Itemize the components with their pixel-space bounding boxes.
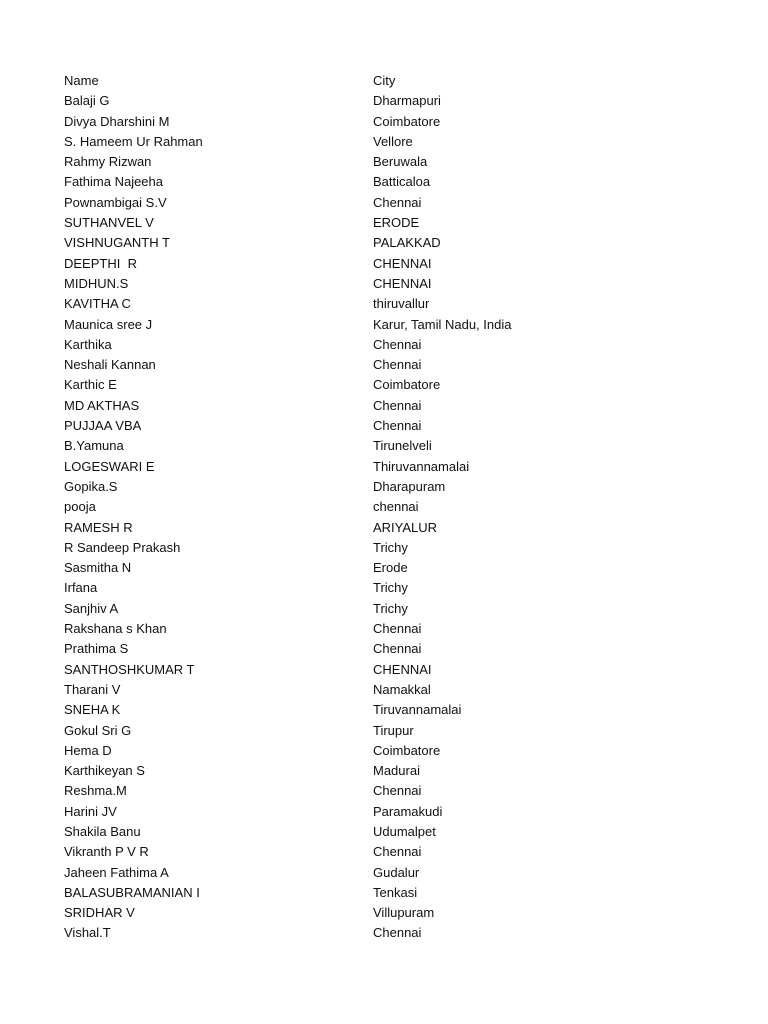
table-row (64, 660, 684, 680)
table-row (64, 375, 684, 395)
table-row (64, 578, 684, 598)
table-row (64, 396, 684, 416)
city-cell: CHENNAI (373, 661, 432, 677)
city-cell: PALAKKAD (373, 235, 441, 251)
table-row (64, 923, 684, 943)
city-cell: Erode (373, 560, 408, 576)
table-row (64, 416, 684, 436)
table-row (64, 842, 684, 862)
table-row (64, 619, 684, 639)
table-row (64, 213, 684, 233)
table-row (64, 721, 684, 741)
name-cell: Tharani V (64, 681, 121, 697)
name-cell: Pownambigai S.V (64, 194, 167, 210)
city-cell: Trichy (373, 580, 408, 596)
name-cell: VISHNUGANTH T (64, 235, 170, 251)
city-cell: Udumalpet (373, 823, 436, 839)
name-cell: Sasmitha N (64, 560, 132, 576)
city-cell: Coimbatore (373, 113, 441, 129)
table-row (64, 233, 684, 253)
name-cell: SNEHA K (64, 702, 121, 718)
name-cell: B.Yamuna (64, 438, 124, 454)
table-row (64, 700, 684, 720)
name-cell: Karthika (64, 336, 112, 352)
name-cell: Neshali Kannan (64, 357, 156, 373)
table-body (64, 91, 684, 943)
name-cell: Divya Dharshini M (64, 113, 170, 129)
city-cell: Chennai (373, 194, 422, 210)
name-cell: Fathima Najeeha (64, 174, 163, 190)
city-cell: Chennai (373, 783, 422, 799)
table-row (64, 132, 684, 152)
name-cell: Vishal.T (64, 925, 111, 941)
table-row (64, 477, 684, 497)
name-cell: MIDHUN.S (64, 275, 129, 291)
table-row (64, 538, 684, 558)
table-row (64, 294, 684, 314)
city-cell: Tirupur (373, 722, 414, 738)
city-cell: Coimbatore (373, 742, 441, 758)
city-cell: Tirunelveli (373, 438, 432, 454)
name-cell: Sanjhiv A (64, 600, 119, 616)
city-cell: Paramakudi (373, 803, 443, 819)
table-row (64, 335, 684, 355)
table-row (64, 822, 684, 842)
city-cell: ERODE (373, 215, 420, 231)
city-cell: Chennai (373, 844, 422, 860)
name-cell: DEEPTHI R (64, 255, 137, 271)
table-row (64, 680, 684, 700)
table-row (64, 436, 684, 456)
city-cell: chennai (373, 499, 419, 515)
table-row (64, 863, 684, 883)
name-city-table (64, 71, 684, 944)
name-cell: R Sandeep Prakash (64, 539, 181, 555)
table-row (64, 457, 684, 477)
city-cell: Chennai (373, 357, 422, 373)
city-cell: Namakkal (373, 681, 431, 697)
city-cell: thiruvallur (373, 296, 430, 312)
name-cell: Balaji G (64, 93, 110, 109)
name-cell: pooja (64, 499, 96, 515)
name-cell: RAMESH R (64, 519, 133, 535)
city-cell: Chennai (373, 925, 422, 941)
table-row (64, 903, 684, 923)
table-row (64, 802, 684, 822)
name-cell: SANTHOSHKUMAR T (64, 661, 195, 677)
city-cell: Thiruvannamalai (373, 458, 470, 474)
table-row (64, 599, 684, 619)
table-row (64, 112, 684, 132)
city-cell: Batticaloa (373, 174, 431, 190)
name-cell: Harini JV (64, 803, 117, 819)
table-row (64, 315, 684, 335)
city-cell: Trichy (373, 600, 408, 616)
name-cell: Rahmy Rizwan (64, 154, 152, 170)
city-column-header: City (373, 73, 396, 88)
name-cell: Irfana (64, 580, 98, 596)
header-row (64, 71, 684, 91)
city-cell: Chennai (373, 397, 422, 413)
table-row (64, 741, 684, 761)
city-cell: Karur, Tamil Nadu, India (373, 316, 512, 332)
name-cell: Vikranth P V R (64, 844, 149, 860)
city-cell: CHENNAI (373, 255, 432, 271)
name-cell: MD AKTHAS (64, 397, 140, 413)
city-cell: Chennai (373, 641, 422, 657)
table-row (64, 172, 684, 192)
name-cell: Karthikeyan S (64, 763, 145, 779)
name-cell: SRIDHAR V (64, 905, 135, 921)
name-cell: Gopika.S (64, 478, 118, 494)
table-row (64, 274, 684, 294)
table-row (64, 497, 684, 517)
name-cell: Maunica sree J (64, 316, 153, 332)
city-cell: Vellore (373, 133, 413, 149)
city-cell: Chennai (373, 418, 422, 434)
table-row (64, 639, 684, 659)
table-row (64, 558, 684, 578)
name-cell: Rakshana s Khan (64, 621, 167, 637)
name-cell: Karthic E (64, 377, 117, 393)
name-cell: BALASUBRAMANIAN I (64, 884, 200, 900)
city-cell: Tiruvannamalai (373, 702, 462, 718)
name-cell: SUTHANVEL V (64, 215, 154, 231)
name-cell: Reshma.M (64, 783, 127, 799)
city-cell: CHENNAI (373, 275, 432, 291)
name-cell: LOGESWARI E (64, 458, 155, 474)
name-cell: Gokul Sri G (64, 722, 132, 738)
city-cell: Coimbatore (373, 377, 441, 393)
name-cell: Hema D (64, 742, 112, 758)
city-cell: Dharapuram (373, 478, 446, 494)
table-row (64, 355, 684, 375)
name-cell: PUJJAA VBA (64, 418, 142, 434)
city-cell: Villupuram (373, 905, 435, 921)
table-row (64, 254, 684, 274)
name-column-header: Name (64, 73, 99, 88)
table-row (64, 781, 684, 801)
city-cell: Trichy (373, 539, 408, 555)
table-row (64, 152, 684, 172)
city-cell: Chennai (373, 621, 422, 637)
name-cell: Prathima S (64, 641, 129, 657)
city-cell: Beruwala (373, 154, 428, 170)
city-cell: Chennai (373, 336, 422, 352)
name-cell: S. Hameem Ur Rahman (64, 133, 203, 149)
name-cell: Shakila Banu (64, 823, 141, 839)
name-cell: Jaheen Fathima A (64, 864, 169, 880)
city-cell: Dharmapuri (373, 93, 441, 109)
name-cell: KAVITHA C (64, 296, 131, 312)
city-cell: Gudalur (373, 864, 420, 880)
city-cell: Tenkasi (373, 884, 418, 900)
city-cell: ARIYALUR (373, 519, 438, 535)
table-row (64, 91, 684, 111)
city-cell: Madurai (373, 763, 420, 779)
table-row (64, 883, 684, 903)
table-row (64, 761, 684, 781)
table-row (64, 193, 684, 213)
table-row (64, 518, 684, 538)
